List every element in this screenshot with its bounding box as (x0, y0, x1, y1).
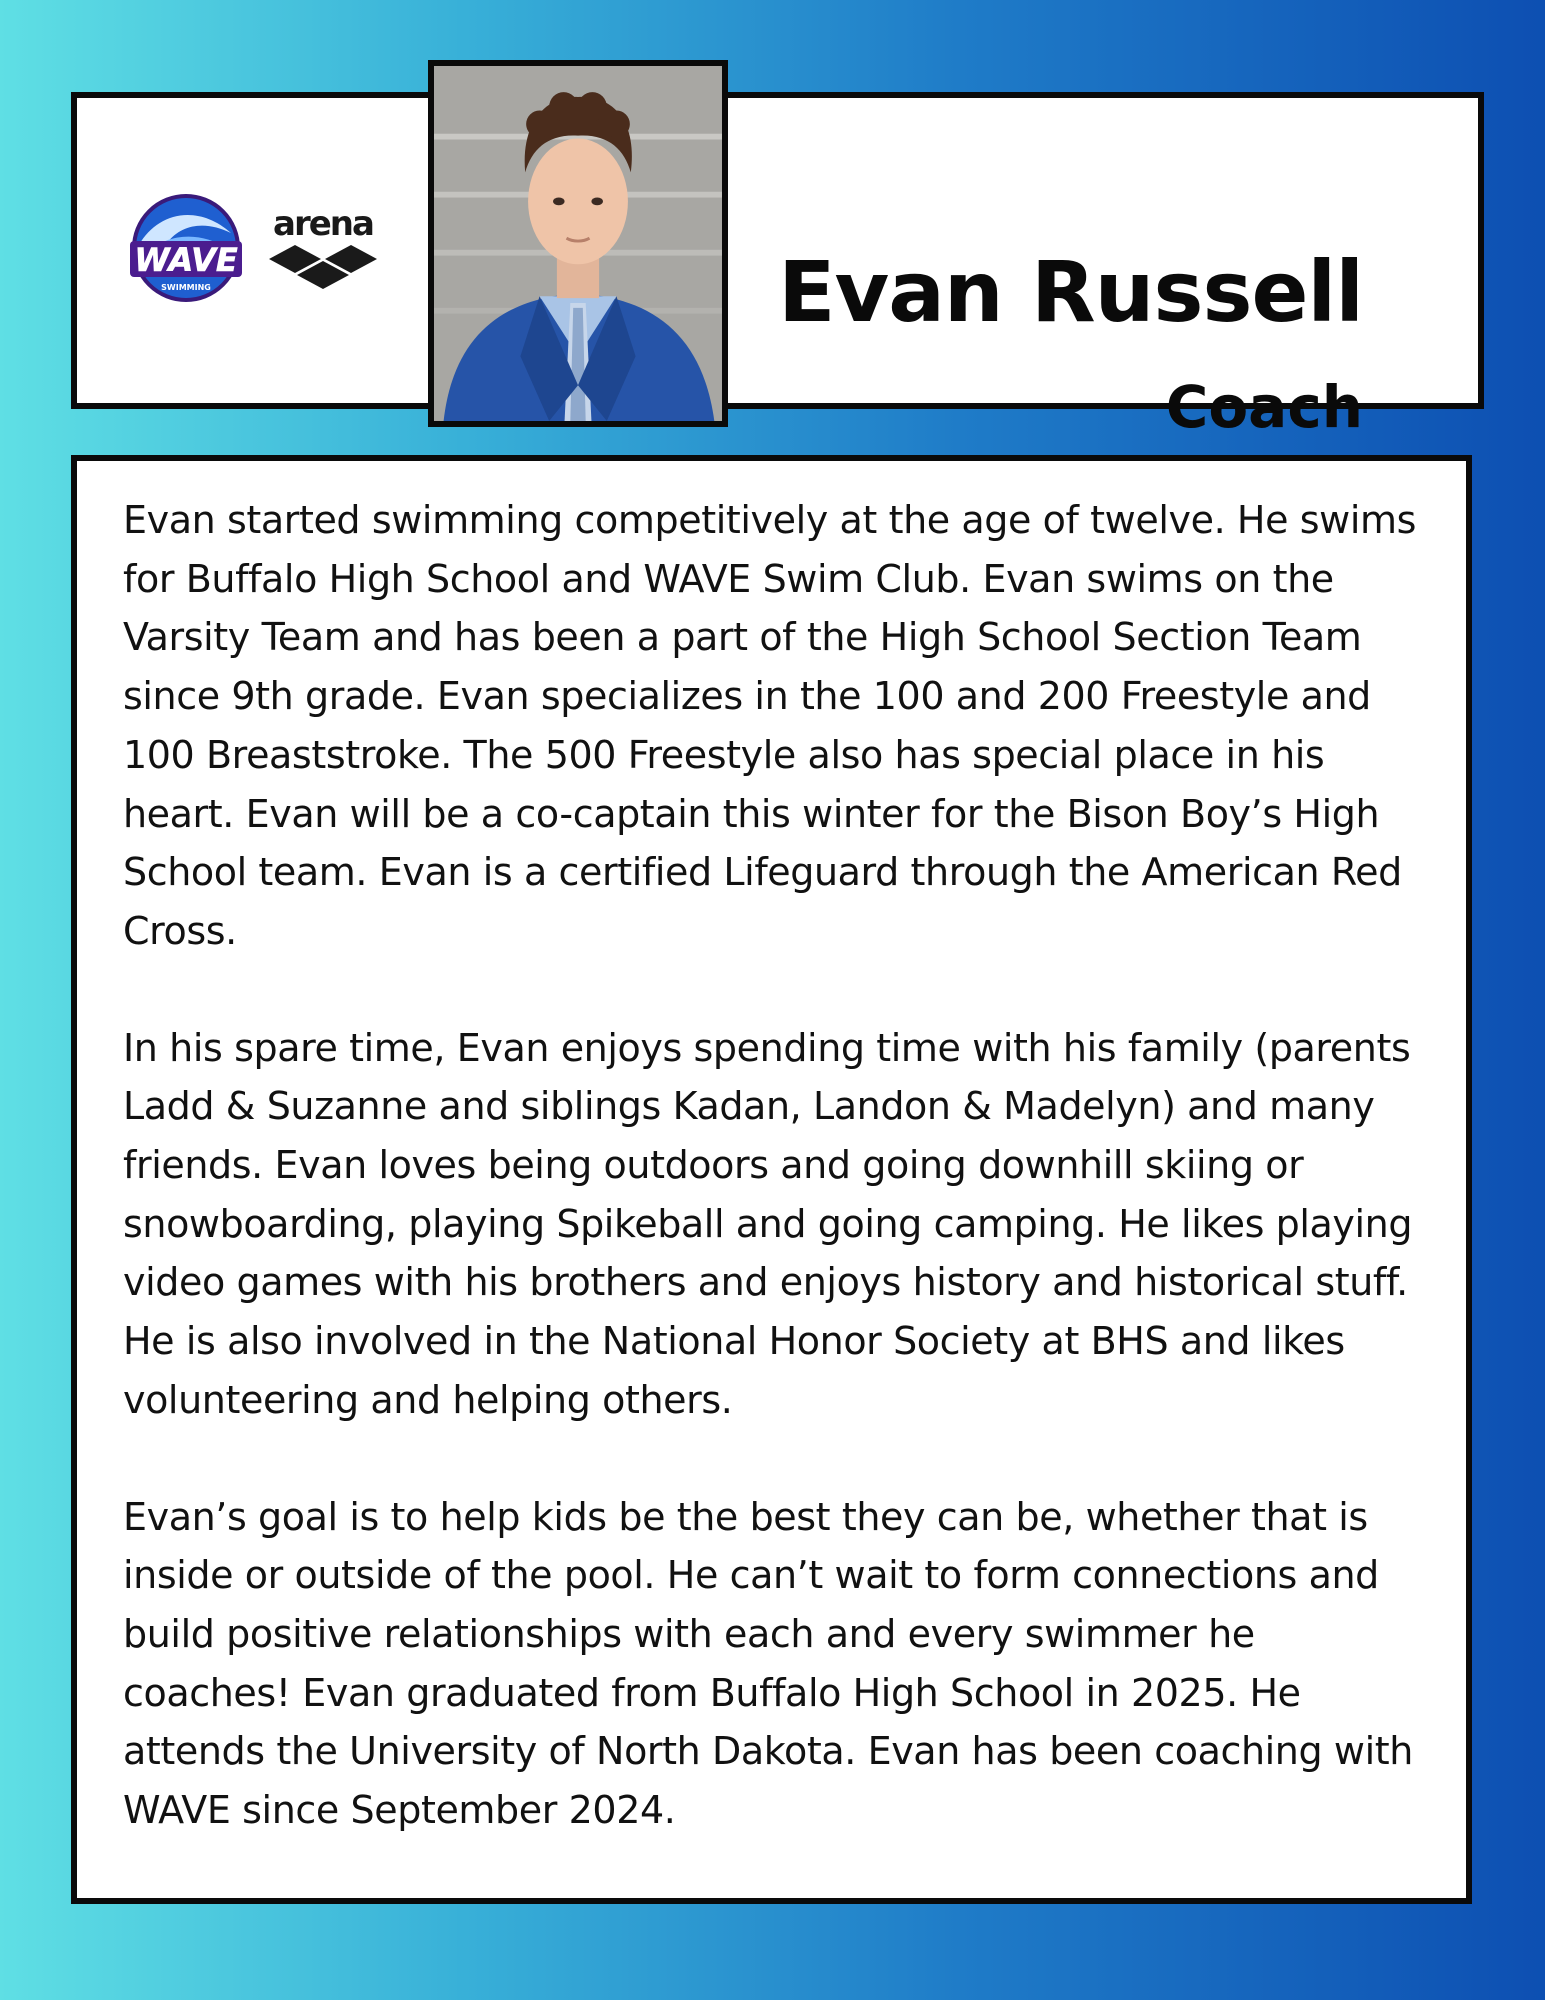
coach-name: Evan Russell (778, 243, 1363, 341)
bio-card (71, 455, 1472, 1904)
wave-logo-subtext: SWIMMING (161, 283, 211, 292)
wave-swimming-logo (127, 193, 245, 303)
wave-logo-text: WAVE (134, 241, 238, 279)
arena-logo (265, 203, 381, 293)
bio-paragraph-2: In his spare time, Evan enjoys spending time with his family (parents Ladd & Suzanne and siblings Kadan, Landon & Madelyn) and many friends. Evan loves being outdoors and going downhill skiing or snowboarding, playing Spikeball and going camping. He likes playing video games with his brothers and enjoys history and historical stuff. He is also involved in the National Honor Society at BHS and likes volunteering and helping others. (123, 1025, 1413, 1422)
bio-paragraph-3: Evan’s goal is to help kids be the best they can be, whether that is inside or outside of the pool. He can’t wait to form connections and build positive relationships with each and every swimmer he coaches! Evan graduated from Buffalo High School in 2025. He attends the University of North Dakota. Evan has been coaching with WAVE since September 2024. (123, 1494, 1413, 1833)
header-card (71, 92, 1484, 441)
arena-diamond-icon (269, 245, 377, 289)
coach-role: Coach (1165, 373, 1363, 441)
bio-paragraph-1: Evan started swimming competitively at the age of twelve. He swims for Buffalo High School and WAVE Swim Club. Evan swims on the Varsity Team and has been a part of the High School Section Team since 9th grade. Evan specializes in the 100 and 200 Freestyle and 100 Breaststroke. The 500 Freestyle also has special place in his heart. Evan will be a co-captain this winter for the Bison Boy’s High School team. Evan is a certified Lifeguard through the American Red Cross. (123, 498, 1417, 953)
portrait-icon (434, 66, 722, 421)
coach-portrait-photo (428, 60, 728, 427)
sponsor-logos (127, 193, 381, 303)
arena-logo-text: arena (273, 204, 373, 244)
